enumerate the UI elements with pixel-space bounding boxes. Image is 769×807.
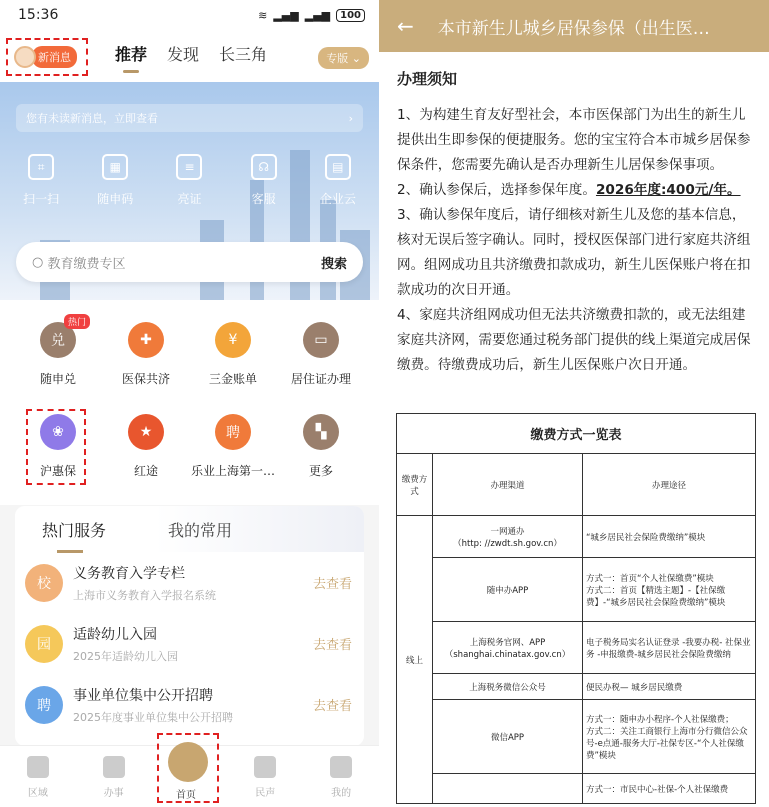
service-label: 医保共济: [121, 372, 170, 386]
paragraph-3: 3、确认参保年度后，请仔细核对新生儿及您的基本信息，核对无误后签字确认。同时，授权医保部门进行家庭共济组网。组网成功且共济缴费扣款成功，新生儿医保账户将在扣款成功的次日开通。: [397, 207, 751, 298]
tab-label: 办事: [103, 788, 124, 799]
tab-region[interactable]: [8, 756, 68, 799]
table-title: 缴费方式一览表: [397, 414, 756, 454]
table-cell: 方式一：市民中心-社保-个人社保缴费: [583, 774, 756, 804]
table-cell: 方式一：随申办小程序-个人社保缴费； 方式二：关注工商银行上海市分行微信公众号-e点通-服务大厅-社保专区-“个人社保缴费”模块: [583, 700, 756, 774]
instructions-heading: 办理须知: [397, 70, 458, 88]
banner: [0, 82, 379, 300]
service-suishendui[interactable]: [11, 318, 105, 387]
quick-show-id[interactable]: [154, 154, 224, 207]
highlight-home: [157, 733, 219, 803]
tab-discover[interactable]: 发现: [167, 45, 200, 64]
service-label: 随申兑: [39, 372, 76, 386]
kindergarten-icon: 园: [25, 625, 63, 663]
table-header: 缴费方式: [397, 454, 433, 516]
service-more[interactable]: [274, 414, 368, 479]
edition-dropdown[interactable]: 专版 ⌄: [318, 47, 369, 69]
hot-card-tabs: [15, 506, 364, 552]
battery-icon: 100: [336, 9, 365, 22]
recruit-icon: 聘: [25, 686, 63, 724]
service-employment[interactable]: [186, 414, 280, 479]
unread-notice-bar[interactable]: [16, 104, 363, 132]
service-label: 沪惠保: [39, 464, 76, 478]
lotus-icon: ❀: [40, 414, 76, 450]
table-cell: 电子税务局实名认证登录 -我要办税- 社保业务 -申报缴费-城乡居民社会保险费缴纳: [583, 622, 756, 674]
service-label: 三金账单: [208, 372, 257, 386]
hot-services-card: [15, 506, 364, 746]
mascot-avatar-icon: [14, 46, 36, 68]
status-icons: [258, 9, 365, 22]
search-input[interactable]: 教育缴费专区: [47, 256, 126, 272]
signal-icon: ▂▄▆: [273, 8, 299, 22]
wifi-icon: ≋: [258, 8, 268, 22]
view-button[interactable]: 去查看: [312, 699, 352, 714]
new-message-badge: 新消息: [32, 46, 77, 68]
notice-text: 您有未读新消息，立即查看: [26, 112, 158, 125]
tab-services[interactable]: [84, 756, 144, 799]
page-header: [379, 0, 769, 52]
tab-label: 民声: [255, 788, 276, 799]
item-title: 适龄幼儿入园: [73, 626, 157, 643]
chevron-right-icon: ›: [348, 111, 353, 125]
top-nav: [0, 30, 379, 82]
scan-icon: ⌗: [28, 154, 54, 180]
table-header: 办理渠道: [433, 454, 583, 516]
view-button[interactable]: 去查看: [312, 638, 352, 653]
region-icon: [27, 756, 49, 778]
yen-icon: ¥: [215, 322, 251, 358]
tab-hot-services[interactable]: 热门服务: [15, 518, 106, 541]
quick-customer-service[interactable]: [229, 154, 299, 207]
medical-icon: ✚: [128, 322, 164, 358]
table-cell: 上海税务官网、APP （shanghai.chinatax.gov.cn）: [433, 622, 583, 674]
search-icon: ○: [32, 254, 44, 270]
qr-code-icon: ▦: [102, 154, 128, 180]
table-header: 办理途径: [583, 454, 756, 516]
table-cell: 微信APP: [433, 700, 583, 774]
headset-icon: ☊: [251, 154, 277, 180]
instructions: [379, 52, 769, 378]
quick-label: 随申码: [97, 192, 134, 206]
top-tabs: [115, 42, 267, 65]
list-item[interactable]: [15, 552, 364, 613]
pen-icon: [103, 756, 125, 778]
paragraph-2-text: 2、确认参保后，选择参保年度。: [397, 182, 596, 198]
quick-label: 企业云: [319, 192, 356, 206]
list-item[interactable]: [15, 674, 364, 735]
person-icon: [330, 756, 352, 778]
back-arrow-icon[interactable]: ←: [397, 14, 414, 38]
item-title: 事业单位集中公开招聘: [73, 687, 213, 704]
service-residence-permit[interactable]: [274, 322, 368, 387]
list-item[interactable]: [15, 613, 364, 674]
highlight-huhuibao: [26, 409, 86, 485]
table-cell: 随申办APP: [433, 558, 583, 622]
tab-my-favorites[interactable]: 我的常用: [168, 520, 233, 540]
item-title: 义务教育入学专栏: [73, 565, 185, 582]
table-cell: 方式一：首页“个人社保缴费”模块 方式二：首页【精选主题】-【社保缴费】-“城乡居民社会保险费缴纳”模块: [583, 558, 756, 622]
tab-recommend[interactable]: 推荐: [115, 42, 147, 65]
item-subtitle: 2025年度事业单位集中公开招聘: [73, 710, 233, 724]
residence-card-icon: ▭: [303, 322, 339, 358]
paragraph-4: 4、家庭共济组网成功但无法共济缴费扣款的，或无法组建家庭共济网，需要您通过税务部门提供的线上渠道完成居保缴费。待缴费成功后，新生儿医保账户次日开通。: [397, 307, 751, 373]
tab-label: 区域: [27, 788, 48, 799]
magnolia-icon: [254, 756, 276, 778]
tab-public-voice[interactable]: [235, 756, 295, 799]
service-label: 居住证办理: [290, 372, 351, 386]
service-medical-mutual[interactable]: [99, 322, 193, 387]
table-cell: 上海税务微信公众号: [433, 674, 583, 700]
quick-label: 亮证: [177, 192, 202, 206]
fee-highlight: 2026年度:400元/年。: [595, 182, 741, 198]
payment-methods-table: [396, 413, 756, 804]
quick-enterprise-cloud[interactable]: [303, 154, 373, 207]
tab-label: 我的: [331, 788, 352, 799]
service-three-funds[interactable]: [186, 322, 280, 387]
paragraph-2: [397, 178, 755, 203]
suishendui-icon: 兑 热门: [40, 322, 76, 358]
edition-label: 专版: [326, 52, 349, 65]
view-button[interactable]: 去查看: [312, 577, 352, 592]
service-label: 更多: [308, 464, 333, 478]
quick-label: 客服: [251, 192, 276, 206]
quick-scan[interactable]: [6, 154, 76, 207]
grid-more-icon: ▚: [303, 414, 339, 450]
table-cell: 便民办税— 城乡居民缴费: [583, 674, 756, 700]
paragraph-1: 1、为构建生育友好型社会，本市医保部门为出生的新生儿提供出生即参保的便捷服务。您的宝宝符合本市城乡居保参保条件，您需要先确认是否办理新生儿居保参保事项。: [397, 107, 751, 173]
table-cell: 一网通办 （http: //zwdt.sh.gov.cn）: [433, 516, 583, 558]
quick-actions: [0, 154, 379, 207]
tab-yangtze-delta[interactable]: 长三角: [219, 45, 268, 64]
service-label: 乐业上海第一…: [190, 464, 275, 478]
service-label: 红途: [133, 464, 158, 478]
search-button[interactable]: 搜索: [320, 256, 347, 272]
item-subtitle: 上海市义务教育入学报名系统: [73, 588, 216, 602]
quick-health-code[interactable]: [80, 154, 150, 207]
app-home-screen: [0, 0, 379, 807]
quick-label: 扫一扫: [23, 192, 60, 206]
building-icon: ▤: [325, 154, 351, 180]
tab-home-label: 首页: [176, 790, 196, 801]
table-cell: [433, 774, 583, 804]
hot-badge: 热门: [64, 314, 90, 329]
table-group-online: 线上: [397, 516, 433, 804]
search-bar[interactable]: [16, 242, 363, 282]
status-time: 15:36: [18, 7, 59, 23]
table-cell: “城乡居民社会保险费缴纳”模块: [583, 516, 756, 558]
id-card-icon: ≡: [176, 154, 202, 180]
page-title: 本市新生儿城乡居保参保（出生医…: [437, 18, 710, 39]
school-icon: 校: [25, 564, 63, 602]
tab-mine[interactable]: [311, 756, 371, 799]
signal-icon-2: ▂▄▆: [304, 8, 331, 22]
service-red-route[interactable]: [99, 414, 193, 479]
newborn-insurance-page: [379, 0, 769, 807]
item-subtitle: 2025年适龄幼儿入园: [73, 649, 178, 663]
new-message-button[interactable]: [6, 38, 88, 76]
status-bar: [0, 0, 379, 30]
employment-icon: 聘: [215, 414, 251, 450]
star-icon: ★: [128, 414, 164, 450]
